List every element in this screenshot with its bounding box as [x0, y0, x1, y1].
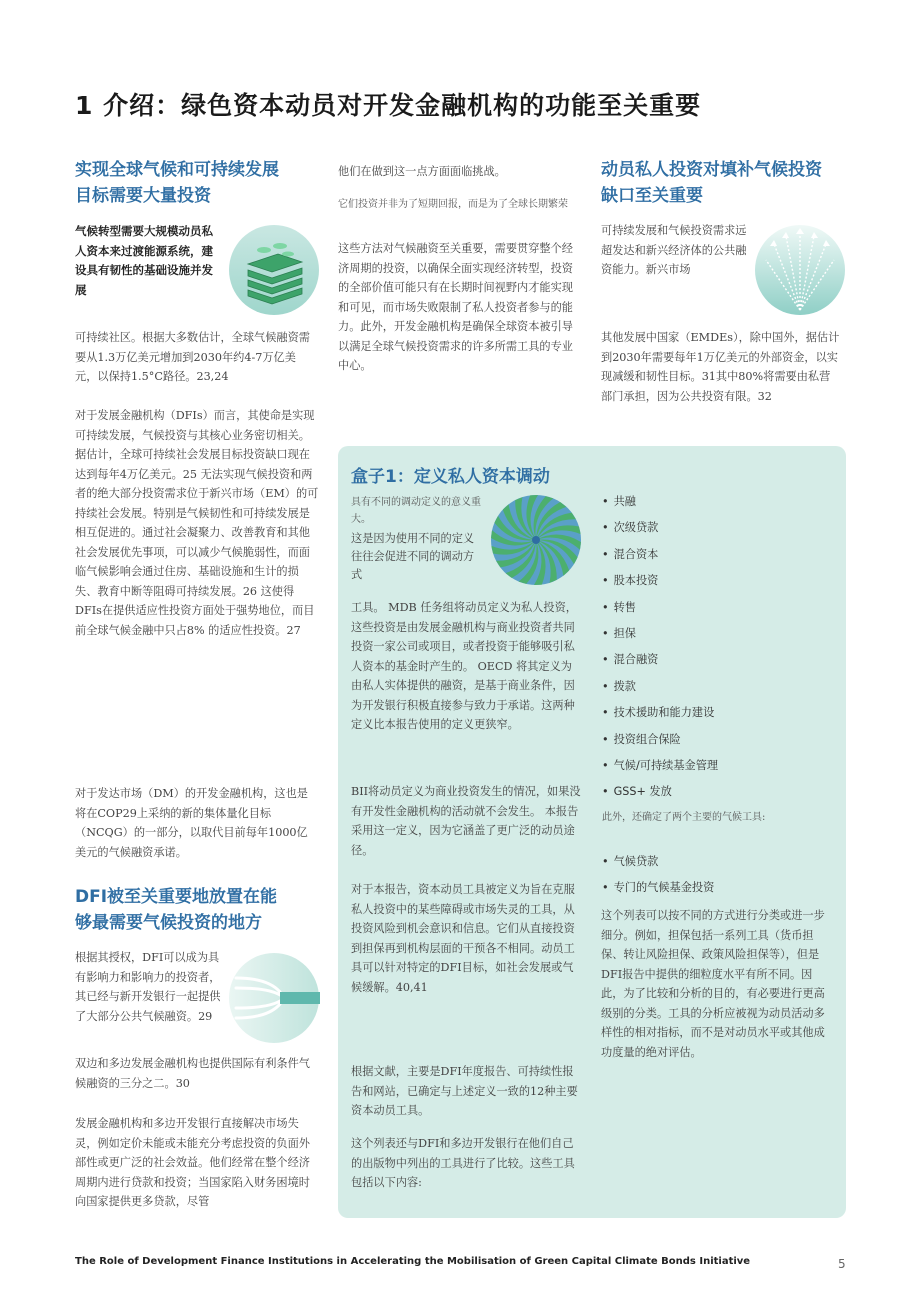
- box-paragraph: 工具。 MDB 任务组将动员定义为私人投资，这些投资是由发展金融机构与商业投资者共同投资一家公司或项目，或者投资于能够吸引私人资本的基金时产生的。 OECD 将其定义为由私人实体提供的融资，是基于商业条件，因为开发银行积极直接参与致力于承诺。这两种定义比本报告使用的定义更狭窄。: [351, 601, 577, 731]
- heading-line: 实现全球气候和可持续发展: [75, 160, 279, 180]
- pull-quote: 它们投资并非为了短期回报，而是为了全球长期繁荣: [338, 199, 568, 210]
- paragraph: 这些方法对气候融资至关重要，需要贯穿整个经济周期的投资，以确保全面实现经济转型，投资的全部价值可能只有在长期时间视野内才能实现和可见，而市场失败限制了私人投资者参与的能力。此外，开发金融机构是确保全球资本被引导以满足全球气候投资需求的许多所需工具的专业中心。: [338, 242, 573, 372]
- list-item: • 拨款: [602, 677, 842, 703]
- list-item: • 专门的气候基金投资: [602, 878, 714, 904]
- paragraph: 其他发展中国家（EMDEs），除中国外，据估计到2030年需要每年1万亿美元的外部资金，以实现减缓和韧性目标。31其中80%将需要由私营部门承担，因为公共投资有限。32: [601, 331, 840, 403]
- box-title: 盒子1：定义私人资本调动: [351, 467, 550, 487]
- paragraph: 根据其授权，DFI可以成为具有影响力和影响力的投资者，其已经与新开发银行一起提供了大部分公共气候融资。29: [75, 951, 221, 1023]
- list-item: • GSS+ 发放: [602, 782, 842, 808]
- climate-instrument-list: [602, 852, 714, 905]
- list-item: • 混合资本: [602, 545, 842, 571]
- box-paragraph: BII将动员定义为商业投资发生的情况，如果没有开发性金融机构的活动就不会发生。 本报告采用这一定义，因为它涵盖了更广泛的动员途径。: [351, 785, 581, 857]
- list-item: • 共融: [602, 492, 842, 518]
- section-heading-dfi: DFI被至关重要地放置在能 够最需要气候投资的地方: [75, 887, 278, 933]
- footer-text: The Role of Development Finance Institutions in Accelerating the Mobilisation of Green Capital Climate Bonds Initiative: [75, 1256, 751, 1267]
- arrows-burst-icon: [754, 224, 846, 316]
- box-small-text: 此外，还确定了两个主要的气候工具:: [602, 812, 766, 823]
- box-paragraph: 这个列表可以按不同的方式进行分类或进一步细分。例如，担保包括一系列工具（货币担保、转让风险担保、政策风险担保等），但是DFI报告中提供的细粒度水平有所不同。因此，为了比较和分析的目的，有必要进行更高级别的分类。工具的分析应被视为动员活动多样性的相对指标，而不是对动员水平或其他成功度量的绝对评估。: [601, 909, 825, 1059]
- box-paragraph: 这个列表还与DFI和多边开发银行在他们自己的出版物中列出的工具进行了比较。这些工具包括以下内容:: [351, 1137, 575, 1189]
- list-item: • 股本投资: [602, 571, 842, 597]
- list-item: • 转售: [602, 598, 842, 624]
- section-heading-private-investment: 动员私人投资对填补气候投资 缺口至关重要: [601, 160, 822, 206]
- paragraph: 可持续社区。根据大多数估计，全球气候融资需要从1.3万亿美元增加到2030年约4-7万亿美元，以保持1.5°C路径。23,24: [75, 331, 310, 383]
- list-item: • 担保: [602, 624, 842, 650]
- box-paragraph: 对于本报告，资本动员工具被定义为旨在克服私人投资中的某些障碍或市场失灵的工具，从投资风险到机会意识和信息。它们从直接投资到担保再到机构层面的干预各不相同。动员工具可以针对特定的DFI目标，如社会发展或气候缓解。40,41: [351, 883, 575, 994]
- paragraph: 对于发达市场（DM）的开发金融机构，这也是将在COP29上采纳的新的集体量化目标（NCQG）的一部分，以取代目前每年1000亿美元的气候融资承诺。: [75, 787, 308, 859]
- paragraph: 对于发展金融机构（DFIs）而言，其使命是实现可持续发展，气候投资与其核心业务密切相关。据估计，全球可持续社会发展目标投资缺口现在达到每年4万亿美元。25 无法实现气候投资和两者的绝大部分投资需求位于新兴市场（EM）的可持续社会发展。特别是气候韧性和可持续发展是相互促进的。通过社会凝聚力、改善教育和其他社会发展优先事项，可以减少气候脆弱性，而面临气候影响会通过住房、基础设施和生计的损失、教育中断等阻碍可持续发展。26 这使得DFIs在提供适应性投资方面处于强势地位，而目前全球气候金融中只占8% 的适应性投资。27: [75, 409, 319, 637]
- money-stack-icon: [228, 224, 320, 316]
- section-heading-investment: [75, 157, 315, 209]
- list-item: • 技术援助和能力建设: [602, 703, 842, 729]
- lead-text: 气候转型需要大规模动员私 人资本来过渡能源系统，建 设具有韧性的基础设施并发 展: [75, 224, 213, 297]
- page-number: 5: [838, 1257, 846, 1271]
- page-title: 1 介绍：绿色资本动员对开发金融机构的功能至关重要: [75, 91, 702, 120]
- box-paragraph: 根据文献，主要是DFI年度报告、可持续性报告和网站，已确定与上述定义一致的12种主要资本动员工具。: [351, 1065, 578, 1117]
- heading-line: 目标需要大量投资: [75, 186, 211, 206]
- box-note: 这是因为使用不同的定义往往会促进不同的调动方式: [351, 532, 475, 581]
- paragraph: 双边和多边发展金融机构也提供国际有利条件气候融资的三分之二。30: [75, 1057, 310, 1090]
- paragraph: 可持续发展和气候投资需求远超发达和新兴经济体的公共融资能力。新兴市场: [601, 224, 747, 276]
- fork-arrows-icon: [228, 952, 320, 1044]
- spiral-icon: [490, 494, 582, 586]
- list-item: • 次级贷款: [602, 518, 842, 544]
- list-item: • 气候/可持续基金管理: [602, 756, 842, 782]
- paragraph: 发展金融机构和多边开发银行直接解决市场失灵，例如定价未能或未能充分考虑投资的负面外部性或更广泛的社会效益。他们经常在整个经济周期内进行贷款和投资；当国家陷入财务困境时向国家提供更多贷款，尽管: [75, 1117, 310, 1208]
- instrument-list: [602, 492, 842, 809]
- paragraph: 他们在做到这一点方面面临挑战。: [338, 165, 506, 178]
- list-item: • 气候贷款: [602, 852, 714, 878]
- box-small-text: 具有不同的调动定义的意义重大。: [351, 497, 481, 525]
- list-item: • 投资组合保险: [602, 730, 842, 756]
- list-item: • 混合融资: [602, 650, 842, 676]
